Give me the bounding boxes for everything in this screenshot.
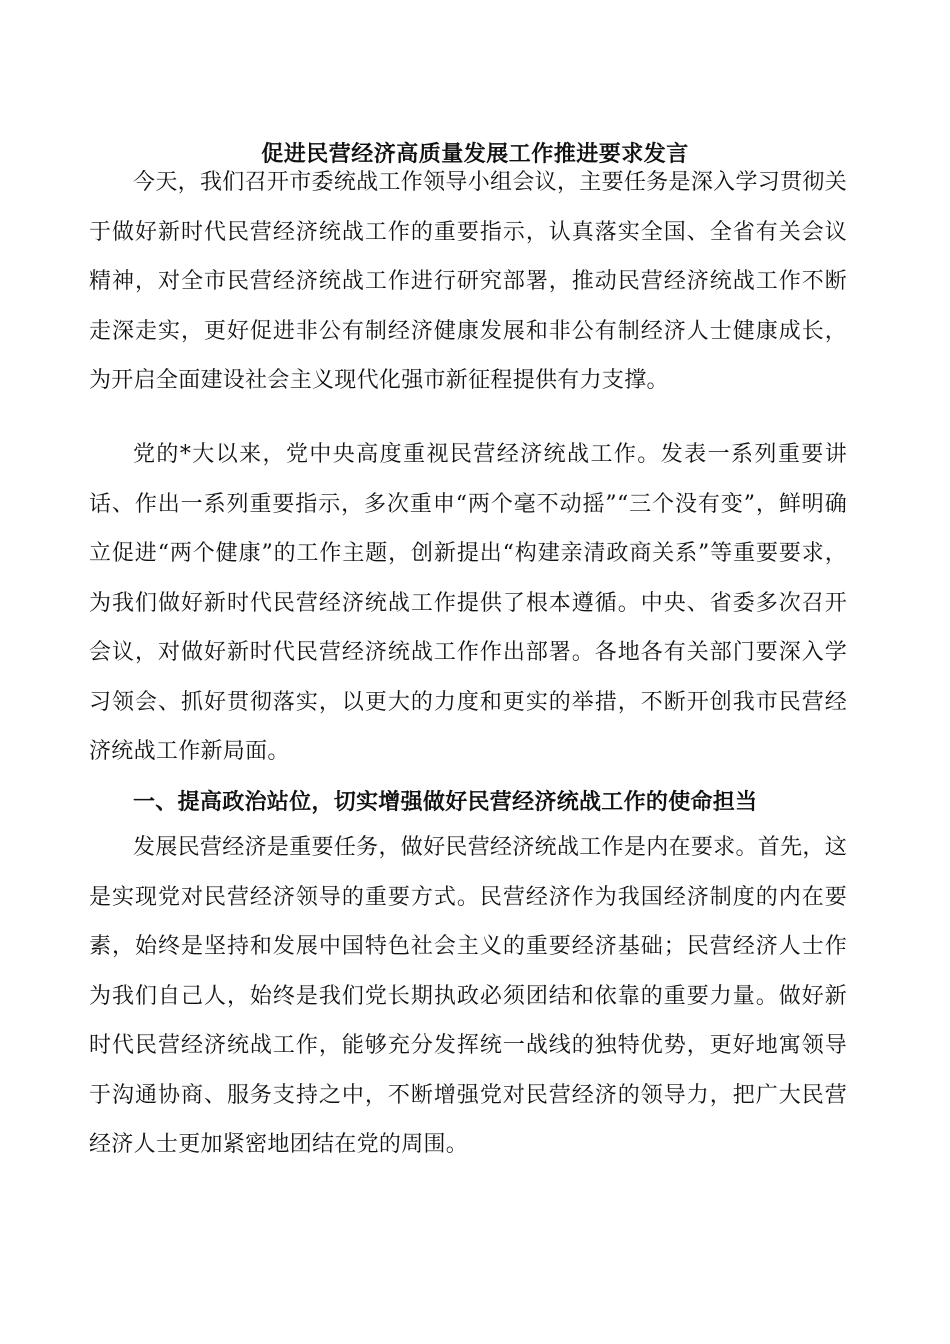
document-title: 促进民营经济高质量发展工作推进要求发言 — [261, 141, 689, 167]
section-heading-1: 一、提高政治站位，切实增强做好民营经济统战工作的使命担当 — [133, 789, 758, 815]
paragraph-section-1: 发展民营经济是重要任务，做好民营经济统战工作是内在要求。首先，这是实现党对民营经济领导的重要方式。民营经济作为我国经济制度的内在要素，始终是坚持和发展中国特色社会主义的重要经济基础；民营经济人士作为我们自己人，始终是我们党长期执政必须团结和依靠的重要力量。做好新时代民营经济统战工作，能够充分发挥统一战线的独特优势，更好地寓领导于沟通协商、服务支持之中，不断增强党对民营经济的领导力，把广大民营经济人士更加紧密地团结在党的周围。 — [89, 835, 847, 1157]
paragraph-intro: 今天，我们召开市委统战工作领导小组会议，主要任务是深入学习贯彻关于做好新时代民营经济统战工作的重要指示，认真落实全国、全省有关会议精神，对全市民营经济统战工作进行研究部署，推动民营经济统战工作不断走深走实，更好促进非公有制经济健康发展和非公有制经济人士健康成长，为开启全面建设社会主义现代化强市新征程提供有力支撑。 — [89, 170, 847, 393]
paragraph-background: 党的*大以来，党中央高度重视民营经济统战工作。发表一系列重要讲话、作出一系列重要指示，多次重申“两个毫不动摇”“三个没有变”，鲜明确立促进“两个健康”的工作主题，创新提出“构建亲清政商关系”等重要要求，为我们做好新时代民营经济统战工作提供了根本遵循。中央、省委多次召开会议，对做好新时代民营经济统战工作作出部署。各地各有关部门要深入学习领会、抓好贯彻落实，以更大的力度和更实的举措，不断开创我市民营经济统战工作新局面。 — [89, 442, 847, 764]
